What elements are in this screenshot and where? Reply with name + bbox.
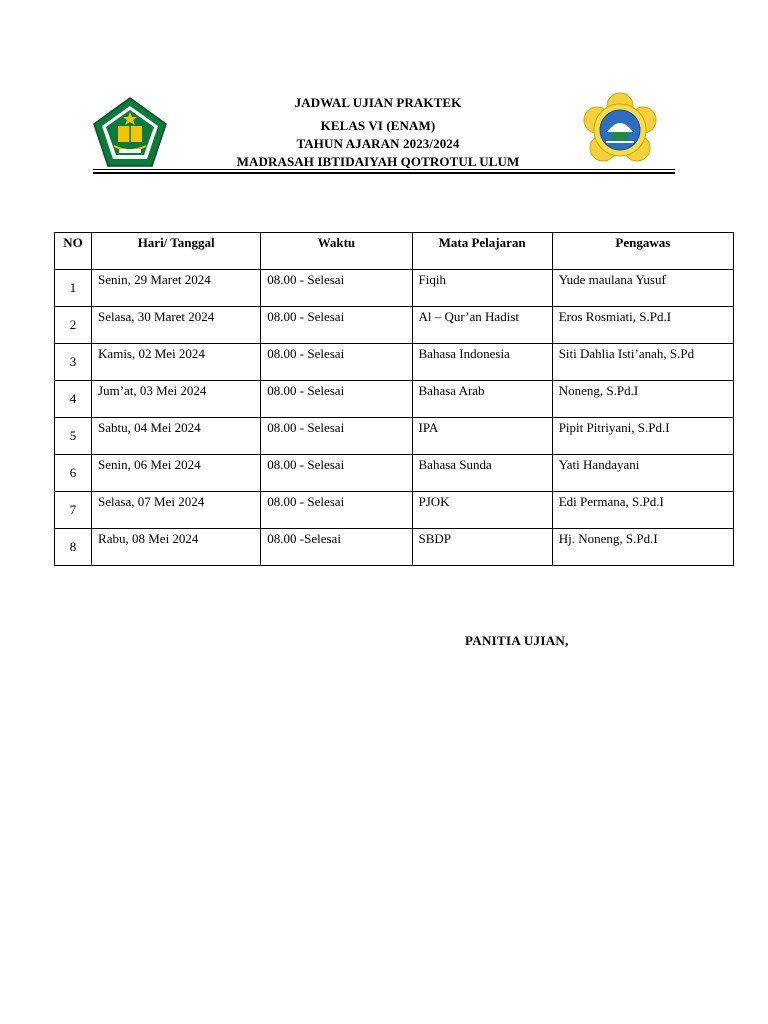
row-supervisor: Hj. Noneng, S.Pd.I: [552, 529, 733, 566]
header-subject: Mata Pelajaran: [412, 233, 552, 270]
header-rule-thin: [93, 169, 675, 170]
row-subject: Fiqih: [412, 270, 552, 307]
row-day-date: Sabtu, 04 Mei 2024: [92, 418, 261, 455]
row-day-date: Kamis, 02 Mei 2024: [92, 344, 261, 381]
table-row: [55, 270, 734, 307]
table-header-row: [55, 233, 734, 270]
academic-year: TAHUN AJARAN 2023/2024: [296, 136, 460, 151]
table-row: [55, 418, 734, 455]
row-number: 6: [55, 455, 92, 492]
row-supervisor: Noneng, S.Pd.I: [552, 381, 733, 418]
school-name: MADRASAH IBTIDAIYAH QOTROTUL ULUM: [236, 154, 520, 169]
row-number: 8: [55, 529, 92, 566]
row-subject: Bahasa Arab: [412, 381, 552, 418]
row-day-date: Jum’at, 03 Mei 2024: [92, 381, 261, 418]
row-day-date: Senin, 29 Maret 2024: [92, 270, 261, 307]
document-title: JADWAL UJIAN PRAKTEK: [294, 95, 462, 110]
row-day-date: Selasa, 07 Mei 2024: [92, 492, 261, 529]
row-subject: IPA: [412, 418, 552, 455]
header-supervisor: Pengawas: [552, 233, 733, 270]
row-supervisor: Eros Rosmiati, S.Pd.I: [552, 307, 733, 344]
table-row: [55, 455, 734, 492]
row-time: 08.00 - Selesai: [261, 381, 412, 418]
school-logo: [579, 92, 661, 168]
row-time: 08.00 - Selesai: [261, 455, 412, 492]
row-number: 2: [55, 307, 92, 344]
row-number: 3: [55, 344, 92, 381]
header-time: Waktu: [261, 233, 412, 270]
row-number: 5: [55, 418, 92, 455]
exam-schedule-table: [54, 232, 734, 566]
header-no: NO: [55, 233, 92, 270]
row-time: 08.00 - Selesai: [261, 270, 412, 307]
table-row: [55, 307, 734, 344]
row-subject: SBDP: [412, 529, 552, 566]
table-row: [55, 492, 734, 529]
row-subject: Bahasa Sunda: [412, 455, 552, 492]
row-time: 08.00 - Selesai: [261, 492, 412, 529]
committee-signature-label: PANITIA UJIAN,: [465, 633, 569, 648]
row-time: 08.00 - Selesai: [261, 344, 412, 381]
row-number: 4: [55, 381, 92, 418]
table-row: [55, 344, 734, 381]
row-time: 08.00 - Selesai: [261, 307, 412, 344]
row-supervisor: Yati Handayani: [552, 455, 733, 492]
table-row: [55, 529, 734, 566]
row-supervisor: Siti Dahlia Isti’anah, S.Pd: [552, 344, 733, 381]
row-supervisor: Pipit Pitriyani, S.Pd.I: [552, 418, 733, 455]
row-number: 1: [55, 270, 92, 307]
row-subject: Bahasa Indonesia: [412, 344, 552, 381]
class-label: KELAS VI (ENAM): [320, 118, 436, 133]
row-time: 08.00 -Selesai: [261, 529, 412, 566]
row-supervisor: Edi Permana, S.Pd.I: [552, 492, 733, 529]
table-row: [55, 381, 734, 418]
header-day-date: Hari/ Tanggal: [92, 233, 261, 270]
row-day-date: Senin, 06 Mei 2024: [92, 455, 261, 492]
row-number: 7: [55, 492, 92, 529]
row-day-date: Rabu, 08 Mei 2024: [92, 529, 261, 566]
row-time: 08.00 - Selesai: [261, 418, 412, 455]
row-subject: Al – Qur’an Hadist: [412, 307, 552, 344]
row-supervisor: Yude maulana Yusuf: [552, 270, 733, 307]
row-subject: PJOK: [412, 492, 552, 529]
row-day-date: Selasa, 30 Maret 2024: [92, 307, 261, 344]
header-rule-thick: [93, 172, 675, 174]
document-header: [0, 0, 768, 190]
